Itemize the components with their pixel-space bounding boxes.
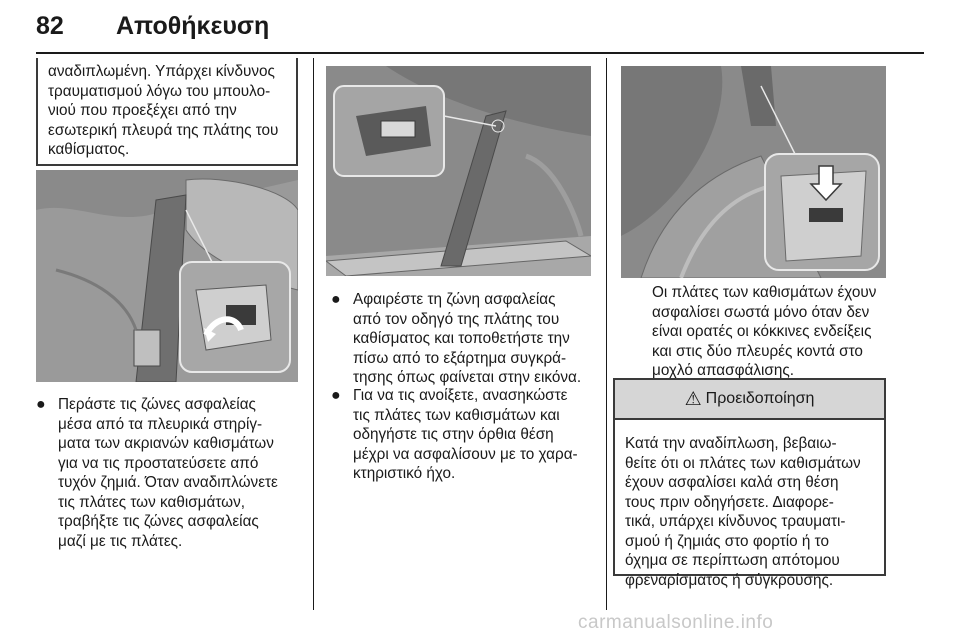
bullet-line: τις πλάτες των καθισμάτων και	[353, 406, 560, 424]
warning-line: έχουν ασφαλίσει καλά στη θέση	[625, 474, 839, 491]
seatback-lock-illustration	[621, 66, 886, 278]
seatback-lock-image	[621, 66, 886, 278]
bullet-dot: ●	[331, 291, 341, 308]
bullet-line: Αφαιρέστε τη ζώνη ασφαλείας	[353, 291, 556, 308]
warning-header	[615, 380, 884, 420]
warning-line: θείτε ότι οι πλάτες των καθισμάτων	[625, 454, 861, 472]
column-divider-1	[313, 58, 314, 610]
bullet-line: ματα των ακριανών καθισμάτων	[58, 435, 274, 452]
bullet-line: από τον οδηγό της πλάτης του	[353, 310, 560, 328]
bullet-item	[331, 386, 603, 486]
belt-guide-illustration	[36, 170, 298, 382]
bullet-line: μαζί με τις πλάτες.	[58, 532, 183, 550]
paragraph-line: ασφαλίσει σωστά μόνο όταν δεν	[652, 303, 870, 321]
header-rule	[36, 52, 924, 54]
bullet-line: Περάστε τις ζώνες ασφαλείας	[58, 396, 256, 413]
bullet-line: τις πλάτες των καθισμάτων,	[58, 493, 246, 511]
bullet-line: οδηγήστε τις στην όρθια θέση	[353, 426, 554, 443]
warning-line: όχημα σε περίπτωση απότομου	[625, 552, 840, 569]
warning-body	[615, 420, 884, 590]
warning-line: Κατά την αναδίπλωση, βεβαιω-	[625, 435, 837, 452]
bullet-line: μέχρι να ασφαλίσουν με το χαρα-	[353, 445, 578, 463]
bullet-line: πίσω από το εξάρτημα συγκρά-	[353, 349, 567, 367]
column-divider-2	[606, 58, 607, 610]
paragraph-line: Οι πλάτες των καθισμάτων έχουν	[652, 284, 877, 301]
bullet-line: καθίσματος και τοποθετήστε την	[353, 330, 570, 347]
lock-status-paragraph	[652, 283, 902, 381]
warning-triangle-icon: ⚠	[684, 388, 702, 410]
box-line: εσωτερική πλευρά της πλάτης του	[48, 121, 279, 139]
belt-holder-illustration	[326, 66, 591, 276]
box-line: αναδιπλωμένη. Υπάρχει κίνδυνος	[48, 63, 275, 80]
box-line: τραυματισμού λόγω του μπουλο-	[48, 82, 271, 100]
bullet-item	[36, 395, 308, 555]
warning-line: τους πριν οδηγήσετε. Διαφορε-	[625, 493, 834, 511]
warning-line: τικά, υπάρχει κίνδυνος τραυματι-	[625, 513, 846, 530]
warning-title: Προειδοποίηση	[705, 390, 815, 407]
page-header	[36, 4, 924, 52]
seat-belt-holder-image	[326, 66, 591, 276]
section-title: Αποθήκευση	[116, 12, 270, 40]
paragraph-line: μοχλό απασφάλισης.	[652, 362, 794, 379]
watermark: carmanualsonline.info	[578, 612, 774, 633]
bullet-line: μέσα από τα πλευρικά στηρίγ-	[58, 415, 263, 433]
box-line: καθίσματος.	[48, 141, 130, 158]
page-number: 82	[36, 12, 64, 40]
warning-line: φρεναρίσματος ή σύγκρουσης.	[625, 571, 834, 589]
bullet-line: κτηριστικό ήχο.	[353, 465, 456, 482]
paragraph-line: είναι ορατές οι κόκκινες ενδείξεις	[652, 323, 872, 340]
bullet-line: Για να τις ανοίξετε, ανασηκώστε	[353, 387, 568, 404]
paragraph-line: και στις δύο πλευρές κοντά στο	[652, 342, 863, 360]
bullet-line: τησης όπως φαίνεται στην εικόνα.	[353, 369, 582, 386]
seat-belt-guide-image	[36, 170, 298, 382]
warning-box	[613, 378, 886, 589]
bullet-line: τραβήξτε τις ζώνες ασφαλείας	[58, 513, 259, 530]
warning-line: σμού ή ζημιάς στο φορτίο ή το	[625, 532, 830, 550]
warning-continuation-box	[36, 58, 298, 166]
bullet-dot: ●	[331, 387, 341, 404]
bullet-line: για να τις προστατεύσετε από	[58, 454, 259, 472]
box-line: νιού που προεξέχει από την	[48, 102, 237, 119]
bullet-dot: ●	[36, 396, 46, 413]
bullet-line: τυχόν ζημιά. Όταν αναδιπλώνετε	[58, 474, 278, 491]
bullet-item	[331, 290, 603, 390]
